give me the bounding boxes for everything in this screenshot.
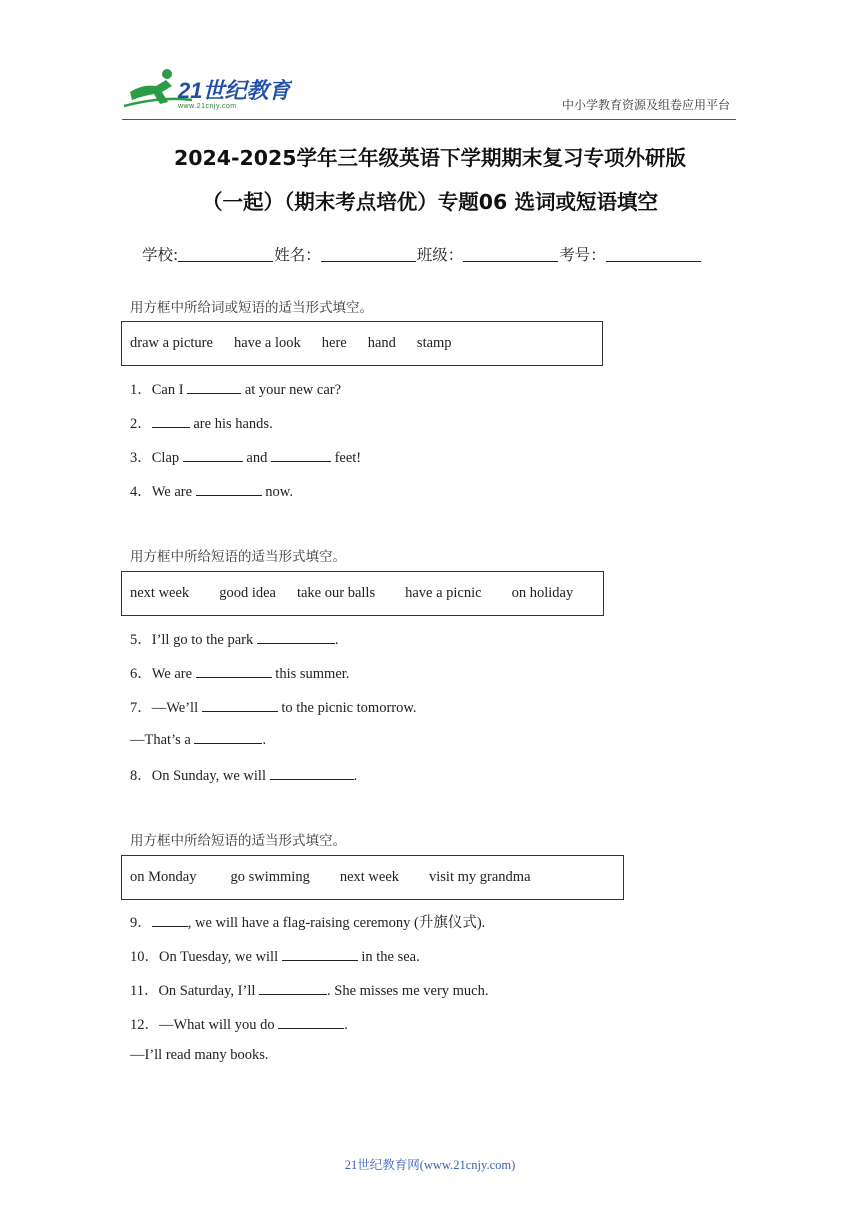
answer-blank[interactable] bbox=[196, 664, 272, 678]
word-option: good idea bbox=[219, 585, 276, 601]
answer-blank[interactable] bbox=[270, 766, 354, 780]
class-field[interactable] bbox=[463, 243, 558, 262]
question-text: in the sea. bbox=[357, 949, 420, 965]
question-text: 9． bbox=[130, 915, 152, 931]
question-text: . She misses me very much. bbox=[327, 983, 489, 999]
answer-blank[interactable] bbox=[278, 1015, 344, 1029]
question-7-reply bbox=[130, 730, 266, 749]
answer-blank[interactable] bbox=[183, 448, 243, 462]
page-title-line2: （一起）（期末考点培优）专题06 选词或短语填空 bbox=[202, 190, 658, 214]
answer-blank[interactable] bbox=[259, 981, 327, 995]
platform-label: 中小学教育资源及组卷应用平台 bbox=[561, 98, 730, 112]
answer-blank[interactable] bbox=[282, 947, 358, 961]
word-option: go swimming bbox=[230, 869, 310, 885]
question-text: 3．Clap bbox=[130, 450, 183, 466]
question-text: at your new car? bbox=[241, 382, 342, 398]
question-text: 6．We are bbox=[130, 666, 196, 682]
number-field[interactable] bbox=[606, 243, 701, 262]
question-1 bbox=[130, 378, 341, 399]
class-label: 班级： bbox=[416, 246, 464, 264]
word-option: on Monday bbox=[130, 869, 197, 885]
number-label: 考号： bbox=[559, 246, 606, 264]
answer-blank[interactable] bbox=[271, 448, 331, 462]
question-text: are his hands. bbox=[189, 416, 273, 432]
word-option: visit my grandma bbox=[429, 869, 531, 885]
word-option: here bbox=[321, 335, 347, 351]
question-8 bbox=[130, 764, 357, 785]
word-option: stamp bbox=[416, 335, 452, 351]
question-11 bbox=[130, 979, 489, 1000]
answer-blank[interactable] bbox=[152, 414, 190, 428]
question-text: feet! bbox=[330, 450, 362, 466]
logo-url: www.21cnjy.com bbox=[178, 103, 237, 110]
logo-text: 21世纪教育 bbox=[178, 78, 291, 103]
question-text: 4．We are bbox=[130, 484, 196, 500]
question-text: and bbox=[242, 450, 271, 466]
question-text: . bbox=[262, 732, 267, 748]
question-text: . bbox=[353, 768, 358, 784]
question-text: 12．—What will you do bbox=[130, 1017, 279, 1033]
word-option: on holiday bbox=[511, 585, 574, 601]
word-option: have a look bbox=[233, 335, 301, 351]
answer-blank[interactable] bbox=[257, 630, 335, 644]
answer-blank[interactable] bbox=[196, 482, 262, 496]
section2-instruction: 用方框中所给短语的适当形式填空。 bbox=[130, 549, 346, 565]
question-text: this summer. bbox=[271, 666, 350, 682]
school-field[interactable] bbox=[178, 243, 273, 262]
question-4 bbox=[130, 480, 293, 501]
answer-blank[interactable] bbox=[152, 913, 188, 927]
word-option: take our balls bbox=[296, 585, 376, 601]
question-10 bbox=[130, 945, 420, 966]
header-divider bbox=[122, 119, 736, 120]
school-label: 学校: bbox=[142, 246, 179, 264]
question-12-reply bbox=[130, 1047, 269, 1064]
name-field[interactable] bbox=[321, 243, 416, 262]
answer-blank[interactable] bbox=[194, 730, 262, 744]
page-footer: 21世纪教育网(www.21cnjy.com) bbox=[344, 1158, 516, 1172]
section3-instruction: 用方框中所给短语的适当形式填空。 bbox=[130, 833, 346, 849]
question-text: 5．I’ll go to the park bbox=[130, 632, 257, 648]
question-text: to the picnic tomorrow. bbox=[277, 700, 417, 716]
section1-instruction: 用方框中所给词或短语的适当形式填空。 bbox=[130, 300, 373, 316]
question-5 bbox=[130, 628, 338, 649]
section3-word-box bbox=[121, 855, 624, 900]
question-6 bbox=[130, 662, 349, 683]
site-logo bbox=[122, 66, 292, 116]
answer-blank[interactable] bbox=[202, 698, 278, 712]
word-option: hand bbox=[367, 335, 396, 351]
name-label: 姓名： bbox=[274, 246, 321, 264]
student-info bbox=[142, 243, 702, 265]
question-text: —I’ll read many books. bbox=[130, 1047, 269, 1063]
section1-word-box bbox=[121, 321, 603, 366]
question-12 bbox=[130, 1013, 348, 1034]
question-text: . bbox=[344, 1017, 348, 1033]
word-option: next week bbox=[130, 585, 190, 601]
question-text: 10．On Tuesday, we will bbox=[130, 949, 282, 965]
page-title-line1: 2024-2025学年三年级英语下学期期末复习专项外研版 bbox=[173, 146, 687, 170]
word-option: have a picnic bbox=[405, 585, 482, 601]
question-text: 7．—We’ll bbox=[130, 700, 202, 716]
question-text: 11．On Saturday, I’ll bbox=[130, 983, 259, 999]
question-7 bbox=[130, 696, 417, 717]
word-option: next week bbox=[339, 869, 400, 885]
question-text: 8．On Sunday, we will bbox=[130, 768, 270, 784]
word-option: draw a picture bbox=[130, 335, 213, 351]
question-text: . bbox=[334, 632, 339, 648]
section2-word-box bbox=[121, 571, 604, 616]
question-2 bbox=[130, 412, 273, 433]
question-text: —That’s a bbox=[130, 732, 195, 748]
question-9 bbox=[130, 911, 485, 932]
question-text: now. bbox=[261, 484, 293, 500]
question-text: 1．Can I bbox=[130, 382, 188, 398]
question-text: , we will have a flag-raising ceremony (升旗仪式). bbox=[187, 915, 486, 931]
answer-blank[interactable] bbox=[187, 380, 241, 394]
question-3 bbox=[130, 446, 361, 467]
question-text: 2． bbox=[130, 416, 152, 432]
